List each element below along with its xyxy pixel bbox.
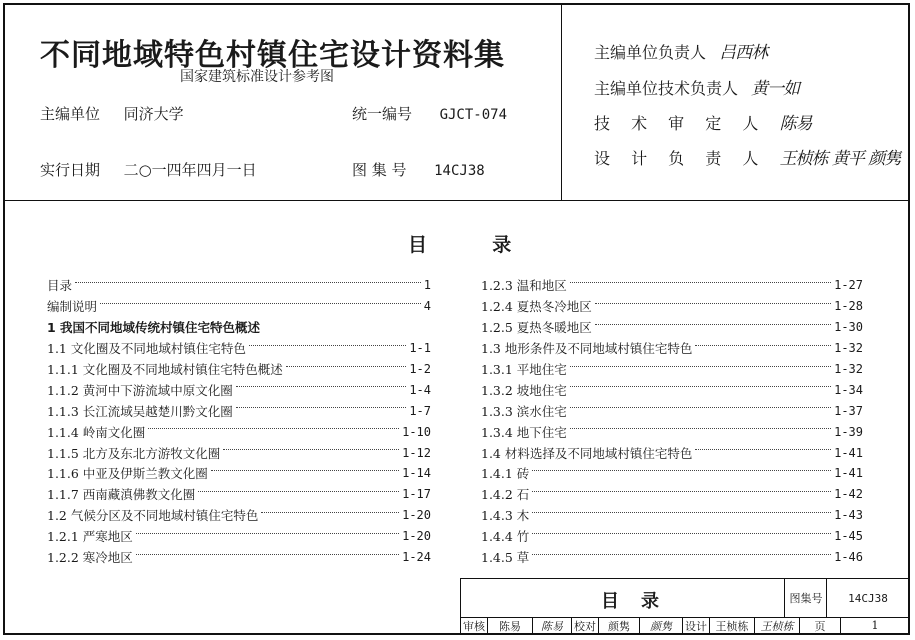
toc-entry-page: 1-20 — [402, 508, 431, 523]
toc-entry-page: 1-46 — [834, 550, 863, 565]
responsible-label: 技 术 审 定 人 — [594, 114, 767, 133]
toc-entry — [47, 400, 431, 421]
toc-entry-label: 1.1 文化圈及不同地域村镇住宅特色 — [47, 341, 246, 357]
toc-entry — [481, 547, 863, 568]
toc-entry-label: 1.3.3 滨水住宅 — [481, 403, 567, 419]
responsible-row — [594, 74, 799, 99]
designer-name: 王桢栋 — [710, 617, 755, 634]
unified-no-row — [352, 103, 507, 124]
toc-entry-page: 1-24 — [402, 550, 431, 565]
toc-entry-page: 1-28 — [834, 299, 863, 314]
page-number: 1 — [871, 619, 879, 632]
toc-leader-dots — [695, 345, 831, 346]
toc-entry — [47, 359, 431, 380]
toc-entry — [47, 547, 431, 568]
toc-entry-label: 1.4.3 木 — [481, 508, 530, 524]
toc-entry — [47, 421, 431, 442]
document-title: 不同地域特色村镇住宅设计资料集 — [40, 38, 505, 73]
toc-entry-label: 1.1.5 北方及东北方游牧文化圈 — [47, 445, 221, 461]
editor-unit-label: 主编单位 — [40, 105, 101, 123]
handwritten-signature: 陈易 — [779, 114, 812, 134]
toc-entry — [47, 463, 431, 484]
toc-entry — [481, 484, 863, 505]
toc-entry — [481, 379, 863, 400]
editor-unit-value: 同济大学 — [123, 105, 184, 123]
toc-entry-label: 1.3.4 地下住宅 — [481, 424, 567, 440]
toc-entry-page: 1-20 — [402, 529, 431, 544]
toc-entry-page: 1-34 — [834, 382, 863, 397]
toc-leader-dots — [695, 449, 831, 450]
title-block-title: 目录 — [601, 591, 681, 612]
designer-signature: 王桢栋 — [755, 617, 800, 634]
toc-entry-label: 1.1.1 文化圈及不同地域村镇住宅特色概述 — [47, 362, 283, 377]
toc-entry — [47, 505, 431, 526]
toc-entry — [481, 463, 863, 484]
responsible-label: 主编单位负责人 — [594, 43, 707, 62]
toc-leader-dots — [570, 428, 831, 429]
toc-entry-label: 1.2.4 夏热冬冷地区 — [481, 299, 592, 315]
toc-leader-dots — [236, 407, 407, 408]
title-block-top — [461, 579, 909, 618]
toc-entry-page: 1-43 — [834, 508, 863, 523]
review-label: 审核 — [461, 617, 488, 634]
header-divider — [3, 200, 910, 201]
toc-entry-label: 1.4.5 草 — [481, 550, 530, 566]
toc-entry-label: 1.4.1 砖 — [481, 466, 530, 482]
atlas-no-row — [352, 159, 485, 180]
toc-entry-label: 1.1.6 中亚及伊斯兰教文化圈 — [47, 466, 208, 482]
handwritten-signature: 黄一如 — [751, 79, 800, 99]
toc-leader-dots — [211, 470, 399, 471]
toc-leader-dots — [595, 324, 831, 325]
toc-entry-label: 1.4.4 竹 — [481, 529, 530, 545]
toc-leader-dots — [570, 282, 831, 283]
toc-entry-label: 1.2.3 温和地区 — [481, 278, 567, 294]
toc-right-column — [481, 275, 863, 567]
toc-entry-label: 1.4.2 石 — [481, 487, 530, 503]
title-block — [460, 578, 910, 635]
toc-entry-label: 1.1.4 岭南文化圈 — [47, 424, 146, 440]
toc-entry-page: 1-41 — [834, 466, 863, 481]
toc-entry — [481, 317, 863, 338]
toc-entry-page: 1-30 — [834, 320, 863, 335]
unified-no-label: 统一编号 — [352, 105, 413, 123]
title-block-atlas-no: 14CJ38 — [826, 579, 909, 617]
toc-entry-page: 1-17 — [402, 487, 431, 502]
toc-leader-dots — [236, 386, 407, 387]
header-vertical-divider — [561, 3, 562, 200]
toc-leader-dots — [532, 533, 831, 534]
title-block-atlas-label: 图集号 — [784, 579, 827, 617]
toc-entry-label: 1.1.2 黄河中下游流域中原文化圈 — [47, 382, 233, 398]
toc-entry — [47, 526, 431, 547]
responsible-row — [594, 109, 811, 134]
toc-entry-page: 1-10 — [402, 424, 431, 439]
effective-date-value: 二○一四年四月一日 — [123, 161, 257, 179]
toc-leader-dots — [532, 554, 831, 555]
toc-leader-dots — [100, 303, 421, 304]
toc-entry-label: 1 我国不同地域传统村镇住宅特色概述 — [47, 320, 261, 336]
toc-entry — [481, 275, 863, 296]
responsible-row — [594, 144, 900, 169]
toc-entry-page: 4 — [423, 299, 431, 314]
effective-date-label: 实行日期 — [40, 161, 101, 179]
toc-leader-dots — [570, 366, 831, 367]
toc-entry — [481, 359, 863, 380]
page-label: 页 — [800, 617, 841, 634]
toc-entry — [47, 379, 431, 400]
toc-entry-page: 1-32 — [834, 362, 863, 376]
toc-entry-label: 1.1.7 西南藏滇佛教文化圈 — [47, 487, 196, 503]
toc-entry — [47, 442, 431, 463]
toc-leader-dots — [532, 491, 831, 492]
title-block-signoff-row — [461, 617, 909, 634]
responsible-row — [594, 38, 767, 63]
toc-entry — [47, 338, 431, 359]
checker-name: 颜隽 — [599, 617, 640, 634]
toc-entry-label: 1.3.2 坡地住宅 — [481, 382, 567, 398]
toc-entry-label: 编制说明 — [47, 299, 98, 315]
atlas-no-value: 14CJ38 — [434, 163, 485, 179]
toc-entry — [481, 338, 863, 359]
toc-leader-dots — [595, 303, 831, 304]
toc-entry-page: 1-14 — [402, 466, 431, 481]
toc-entry — [481, 296, 863, 317]
responsible-label: 设 计 负 责 人 — [594, 149, 767, 168]
handwritten-signature: 吕西林 — [719, 43, 768, 63]
toc-leader-dots — [570, 386, 831, 387]
toc-entry-page: 1 — [423, 278, 431, 293]
effective-date-row — [40, 159, 257, 180]
checker-signature: 颜隽 — [640, 617, 683, 634]
toc-entry-page: 1-37 — [834, 403, 863, 418]
design-label: 设计 — [683, 617, 710, 634]
toc-leader-dots — [286, 366, 407, 367]
toc-leader-dots — [136, 554, 399, 555]
toc-title-char: 目 — [408, 234, 428, 256]
toc-entry-page: 1-42 — [834, 487, 863, 502]
toc-entry-page: 1-39 — [834, 424, 863, 439]
toc-entry-page: 1-7 — [409, 403, 431, 418]
toc-left-column — [47, 275, 431, 567]
check-label: 校对 — [572, 617, 599, 634]
toc-entry-label: 1.3 地形条件及不同地域村镇住宅特色 — [481, 341, 693, 357]
toc-leader-dots — [223, 449, 399, 450]
toc-entry — [47, 317, 431, 338]
handwritten-signature: 王桢栋 黄平 颜隽 — [779, 149, 901, 169]
toc-entry-label: 目录 — [47, 278, 73, 294]
toc-title — [408, 230, 511, 257]
toc-entry-page: 1-4 — [409, 382, 431, 397]
toc-entry — [47, 296, 431, 317]
editor-unit-row — [40, 103, 184, 124]
toc-entry — [47, 275, 431, 296]
toc-leader-dots — [148, 428, 399, 429]
toc-entry-label: 1.1.3 长江流域吴越楚川黔文化圈 — [47, 403, 233, 419]
toc-entry-label: 1.2 气候分区及不同地域村镇住宅特色 — [47, 508, 259, 524]
atlas-no-label: 图 集 号 — [352, 161, 407, 179]
toc-entry-page: 1-32 — [834, 341, 863, 356]
toc-entry-label: 1.2.5 夏热冬暖地区 — [481, 320, 592, 336]
toc-entry-page: 1-41 — [834, 445, 863, 460]
toc-entry-label: 1.4 材料选择及不同地域村镇住宅特色 — [481, 445, 693, 461]
toc-entry — [481, 442, 863, 463]
toc-leader-dots — [249, 345, 406, 346]
toc-entry-page: 1-2 — [409, 362, 431, 376]
toc-entry — [481, 421, 863, 442]
toc-leader-dots — [532, 512, 831, 513]
reviewer-signature: 陈易 — [533, 617, 572, 634]
responsible-label: 主编单位技术负责人 — [594, 79, 739, 98]
toc-title-char: 录 — [492, 234, 512, 256]
toc-leader-dots — [75, 282, 421, 283]
toc-leader-dots — [261, 512, 399, 513]
toc-entry-page: 1-27 — [834, 278, 863, 293]
toc-entry — [47, 484, 431, 505]
toc-entry-page: 1-12 — [402, 445, 431, 460]
document-subtitle: 国家建筑标准设计参考图 — [180, 69, 334, 85]
toc-entry — [481, 400, 863, 421]
reviewer-name: 陈易 — [488, 617, 533, 634]
toc-entry-label: 1.2.2 寒冷地区 — [47, 550, 133, 566]
unified-no-value: GJCT-074 — [439, 107, 508, 123]
toc-entry-label: 1.3.1 平地住宅 — [481, 362, 567, 377]
toc-entry — [481, 526, 863, 547]
toc-leader-dots — [136, 533, 399, 534]
toc-leader-dots — [570, 407, 831, 408]
toc-entry-label: 1.2.1 严寒地区 — [47, 529, 133, 545]
toc-entry-page: 1-1 — [409, 341, 431, 356]
toc-leader-dots — [532, 470, 831, 471]
toc-leader-dots — [198, 491, 399, 492]
toc-entry — [481, 505, 863, 526]
toc-entry-page: 1-45 — [834, 529, 863, 544]
